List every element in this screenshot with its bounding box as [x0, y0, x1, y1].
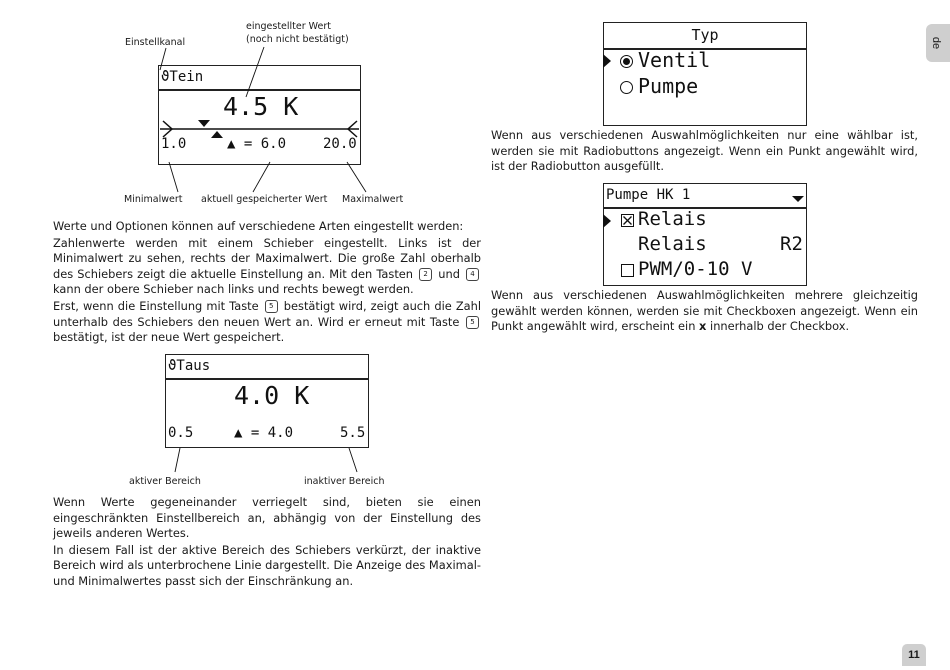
label-min: Minimalwert	[124, 194, 183, 205]
paragraph-confirm-c: bestätigt, ist der neue Wert gespeichert.	[53, 330, 285, 345]
lcd-title: ϑTein	[161, 69, 204, 85]
lcd3-option-2[interactable]: Pumpe	[638, 74, 699, 98]
checkbox-checked-icon[interactable]	[621, 214, 634, 227]
label-set-value-line1: eingestellter Wert	[246, 21, 331, 32]
right-text-checkbox-a: Wenn aus verschiedenen Auswahlmöglichkeiten mehrere gleichzeitig gewählt werden können, werden sie mit Checkboxen angezeigt. Wenn ein Punkt angewählt wird, erscheint ein	[491, 288, 918, 334]
left-text-upper	[53, 219, 481, 347]
key-5-icon: 5	[466, 316, 479, 329]
checkbox-x-mark	[622, 215, 633, 226]
lcd2-min-value: 0.5	[168, 425, 194, 441]
lcd4-row-2-value: R2	[780, 233, 803, 255]
paragraph-confirm	[53, 299, 481, 346]
slider-upper-marker	[198, 120, 210, 127]
paragraph-slider-a: Zahlenwerte werden mit einem Schieber eingestellt. Links ist der Minimalwert zu sehen, rechts der Maximalwert. Die große Zahl oberhalb des Schiebers zeigt die aktuelle Einstellung an. Mit den Tasten	[53, 235, 481, 281]
lcd-current-value: ▲ = 6.0	[227, 136, 287, 152]
leader-min	[169, 162, 178, 192]
lcd4-title: Pumpe HK 1	[606, 187, 691, 203]
paragraph-intro: Werte und Optionen können auf verschiedene Arten eingestellt werden:	[53, 219, 464, 233]
language-tab	[926, 24, 950, 62]
label-channel: Einstellkanal	[125, 37, 186, 48]
lcd2-title: ϑTaus	[168, 358, 211, 374]
key-4-icon: 4	[466, 268, 479, 281]
lcd2-current-value: ▲ = 4.0	[234, 425, 294, 441]
language-tab-label: de	[930, 36, 943, 50]
leader-inactive	[349, 448, 357, 472]
leader-set-value	[246, 47, 264, 97]
page-number: 11	[902, 644, 926, 666]
leader-channel	[160, 48, 166, 70]
dropdown-arrow-icon[interactable]	[792, 196, 804, 202]
label-max: Maximalwert	[342, 194, 404, 205]
radio-dot	[623, 58, 630, 65]
label-current: aktuell gespeicherter Wert	[201, 194, 328, 205]
cursor-arrow-icon	[603, 54, 611, 68]
radio-selected-icon[interactable]	[620, 55, 633, 68]
lcd3-title: Typ	[691, 26, 719, 44]
leader-max	[347, 162, 366, 192]
label-set-value-line2: (noch nicht bestätigt)	[246, 34, 349, 45]
label-active-range: aktiver Bereich	[129, 476, 201, 487]
key-2-icon: 2	[419, 268, 432, 281]
paragraph-slider-b: und	[438, 266, 460, 281]
lcd-display-typ	[603, 22, 807, 126]
checkbox-unchecked-icon[interactable]	[621, 264, 634, 277]
lcd2-max-value: 5.5	[340, 425, 366, 441]
left-text-lower	[53, 495, 481, 591]
lcd-big-value: 4.5 K	[223, 92, 299, 121]
cursor-arrow-icon	[603, 214, 611, 228]
lcd4-row-1[interactable]: Relais	[638, 208, 707, 230]
right-text-checkbox-x: x	[699, 319, 707, 334]
lcd2-title-divider	[166, 378, 368, 380]
paragraph-slider-c: kann der obere Schieber nach links und rechts bewegt werden.	[53, 282, 414, 297]
lcd-max-value: 20.0	[323, 136, 357, 152]
lcd-display-taus	[165, 354, 369, 448]
slider-lower-marker	[211, 131, 223, 138]
leader-current	[253, 162, 270, 192]
key-5-icon: 5	[265, 300, 278, 313]
right-text-radio: Wenn aus verschiedenen Auswahlmöglichkeiten nur eine wählbar ist, werden sie mit Radiobuttons angezeigt. Wenn ein Punkt angewählt wird, ist der Radiobutton ausgefüllt.	[491, 128, 918, 174]
lcd4-row-2: Relais	[638, 233, 707, 255]
paragraph-confirm-a: Erst, wenn die Einstellung mit Taste	[53, 298, 259, 313]
right-text-checkbox	[491, 288, 918, 335]
paragraph-locked: Wenn Werte gegeneinander verriegelt sind, bieten sie einen eingeschränkten Einstellbereich an, abhängig von der Einstellung des jeweils anderen Wertes.	[53, 495, 481, 541]
leader-active	[175, 448, 180, 472]
paragraph-confirm-b: bestätigt wird, zeigt auch die Zahl unterhalb des Schiebers den neuen Wert an. Wird er erneut mit Taste	[53, 298, 481, 329]
right-text-checkbox-b: innerhalb der Checkbox.	[710, 319, 850, 334]
label-inactive-range: inaktiver Bereich	[304, 476, 385, 487]
lcd4-row-3[interactable]: PWM/0-10 V	[638, 258, 753, 280]
paragraph-active-range: In diesem Fall ist der aktive Bereich des Schiebers verkürzt, der inaktive Bereich wird als unterbrochene Linie dargestellt. Die Anzeige des Maximal- und Minimalwertes passt sich der Einschränkung an.	[53, 542, 481, 588]
lcd-display-pumpe	[603, 183, 807, 286]
lcd-min-value: 1.0	[161, 136, 187, 152]
lcd2-big-value: 4.0 K	[234, 381, 310, 410]
radio-unselected-icon[interactable]	[620, 81, 633, 94]
paragraph-slider	[53, 236, 481, 298]
lcd3-option-1[interactable]: Ventil	[638, 48, 711, 72]
